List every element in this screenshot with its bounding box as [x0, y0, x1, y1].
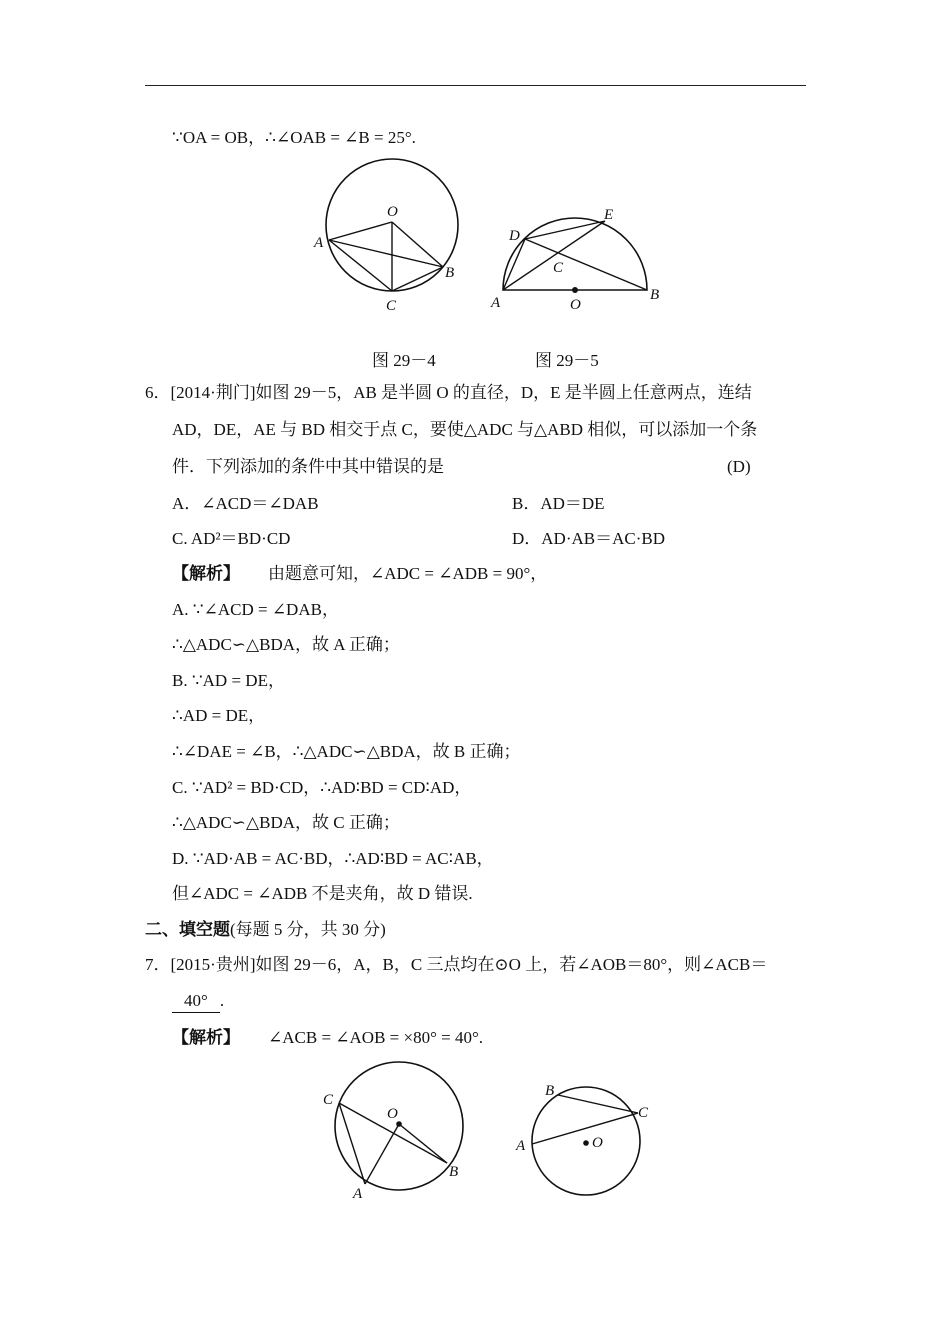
label-O: O [570, 297, 581, 313]
label-C: C [386, 298, 397, 314]
label-B: B [545, 1083, 555, 1099]
q6-option-b: B．AD＝DE [512, 494, 605, 513]
q6-stem-line1: 6．[2014·荆门]如图 29－5，AB 是半圆 O 的直径，D，E 是半圆上任意两点，连结 [145, 383, 752, 402]
caption-29-5: 图 29－5 [535, 351, 599, 370]
label-C: C [638, 1105, 649, 1121]
figure-29-4 [300, 150, 480, 325]
q6-analysis-0: 由题意可知，∠ADC = ∠ADB = 90°， [268, 564, 548, 583]
label-B: B [445, 265, 455, 281]
q7-stem-line1: 7．[2015·贵州]如图 29－6，A，B，C 三点均在⊙O 上，若∠AOB＝80°，则∠ACB＝ [145, 955, 768, 974]
q6-analysis-7: ∴△ADC∽△BDA，故 C 正确； [172, 813, 400, 832]
figure-29-7 [510, 1075, 670, 1205]
q6-analysis-6: C. ∵AD² = BD·CD，∴AD∶BD = CD∶AD， [172, 778, 472, 797]
q6-analysis-4: ∴AD = DE， [172, 706, 266, 725]
label-A: A [353, 1186, 363, 1202]
q7-answer: 40° [172, 990, 220, 1013]
q6-option-d: D．AD·AB＝AC·BD [512, 529, 665, 548]
q6-stem-line2: AD，DE，AE 与 BD 相交于点 C，要使△ADC 与△ABD 相似，可以添加一个条 [172, 420, 758, 439]
q6-analysis-5: ∴∠DAE = ∠B，∴△ADC∽△BDA，故 B 正确； [172, 742, 521, 761]
label-D: D [509, 228, 520, 244]
section-2-heading [145, 919, 386, 941]
header-rule [145, 85, 806, 86]
q5-conclusion: ∵OA = OB，∴∠OAB = ∠B = 25°. [172, 128, 416, 147]
q6-analysis-8: D. ∵AD·AB = AC·BD，∴AD∶BD = AC∶AB， [172, 849, 494, 868]
figure-29-5 [485, 195, 685, 315]
q6-analysis-2: ∴△ADC∽△BDA，故 A 正确； [172, 635, 400, 654]
q6-stem-line3: 件．下列添加的条件中其中错误的是 [172, 457, 444, 476]
q6-analysis-tag: 【解析】 [172, 564, 240, 583]
q6-analysis-9: 但∠ADC = ∠ADB 不是夹角，故 D 错误. [172, 884, 473, 903]
label-A: A [491, 295, 501, 311]
q6-option-a: A．∠ACD＝∠DAB [172, 494, 319, 513]
label-C: C [553, 260, 564, 276]
q7-analysis: ∠ACB = ∠AOB = ×80° = 40°. [268, 1028, 484, 1047]
q6-analysis-1: A. ∵∠ACD = ∠DAB， [172, 600, 339, 619]
label-C: C [323, 1092, 334, 1108]
label-A: A [314, 235, 324, 251]
label-B: B [650, 287, 660, 303]
q6-option-c: C. AD²＝BD·CD [172, 529, 291, 548]
section-2-note: (每题 5 分，共 30 分) [230, 920, 386, 939]
label-E: E [604, 207, 614, 223]
q7-answer-line: 40° . [172, 990, 224, 1013]
section-2-title: 二、填空题 [145, 920, 230, 939]
figure-29-6 [315, 1060, 485, 1205]
label-O: O [592, 1135, 603, 1151]
label-O: O [387, 204, 398, 220]
label-A: A [516, 1138, 526, 1154]
q6-analysis-3: B. ∵AD = DE， [172, 671, 285, 690]
q6-answer: (D) [727, 457, 751, 476]
q7-analysis-tag: 【解析】 [172, 1028, 240, 1047]
caption-29-4: 图 29－4 [372, 351, 436, 370]
label-B: B [449, 1164, 459, 1180]
label-O: O [387, 1106, 398, 1122]
